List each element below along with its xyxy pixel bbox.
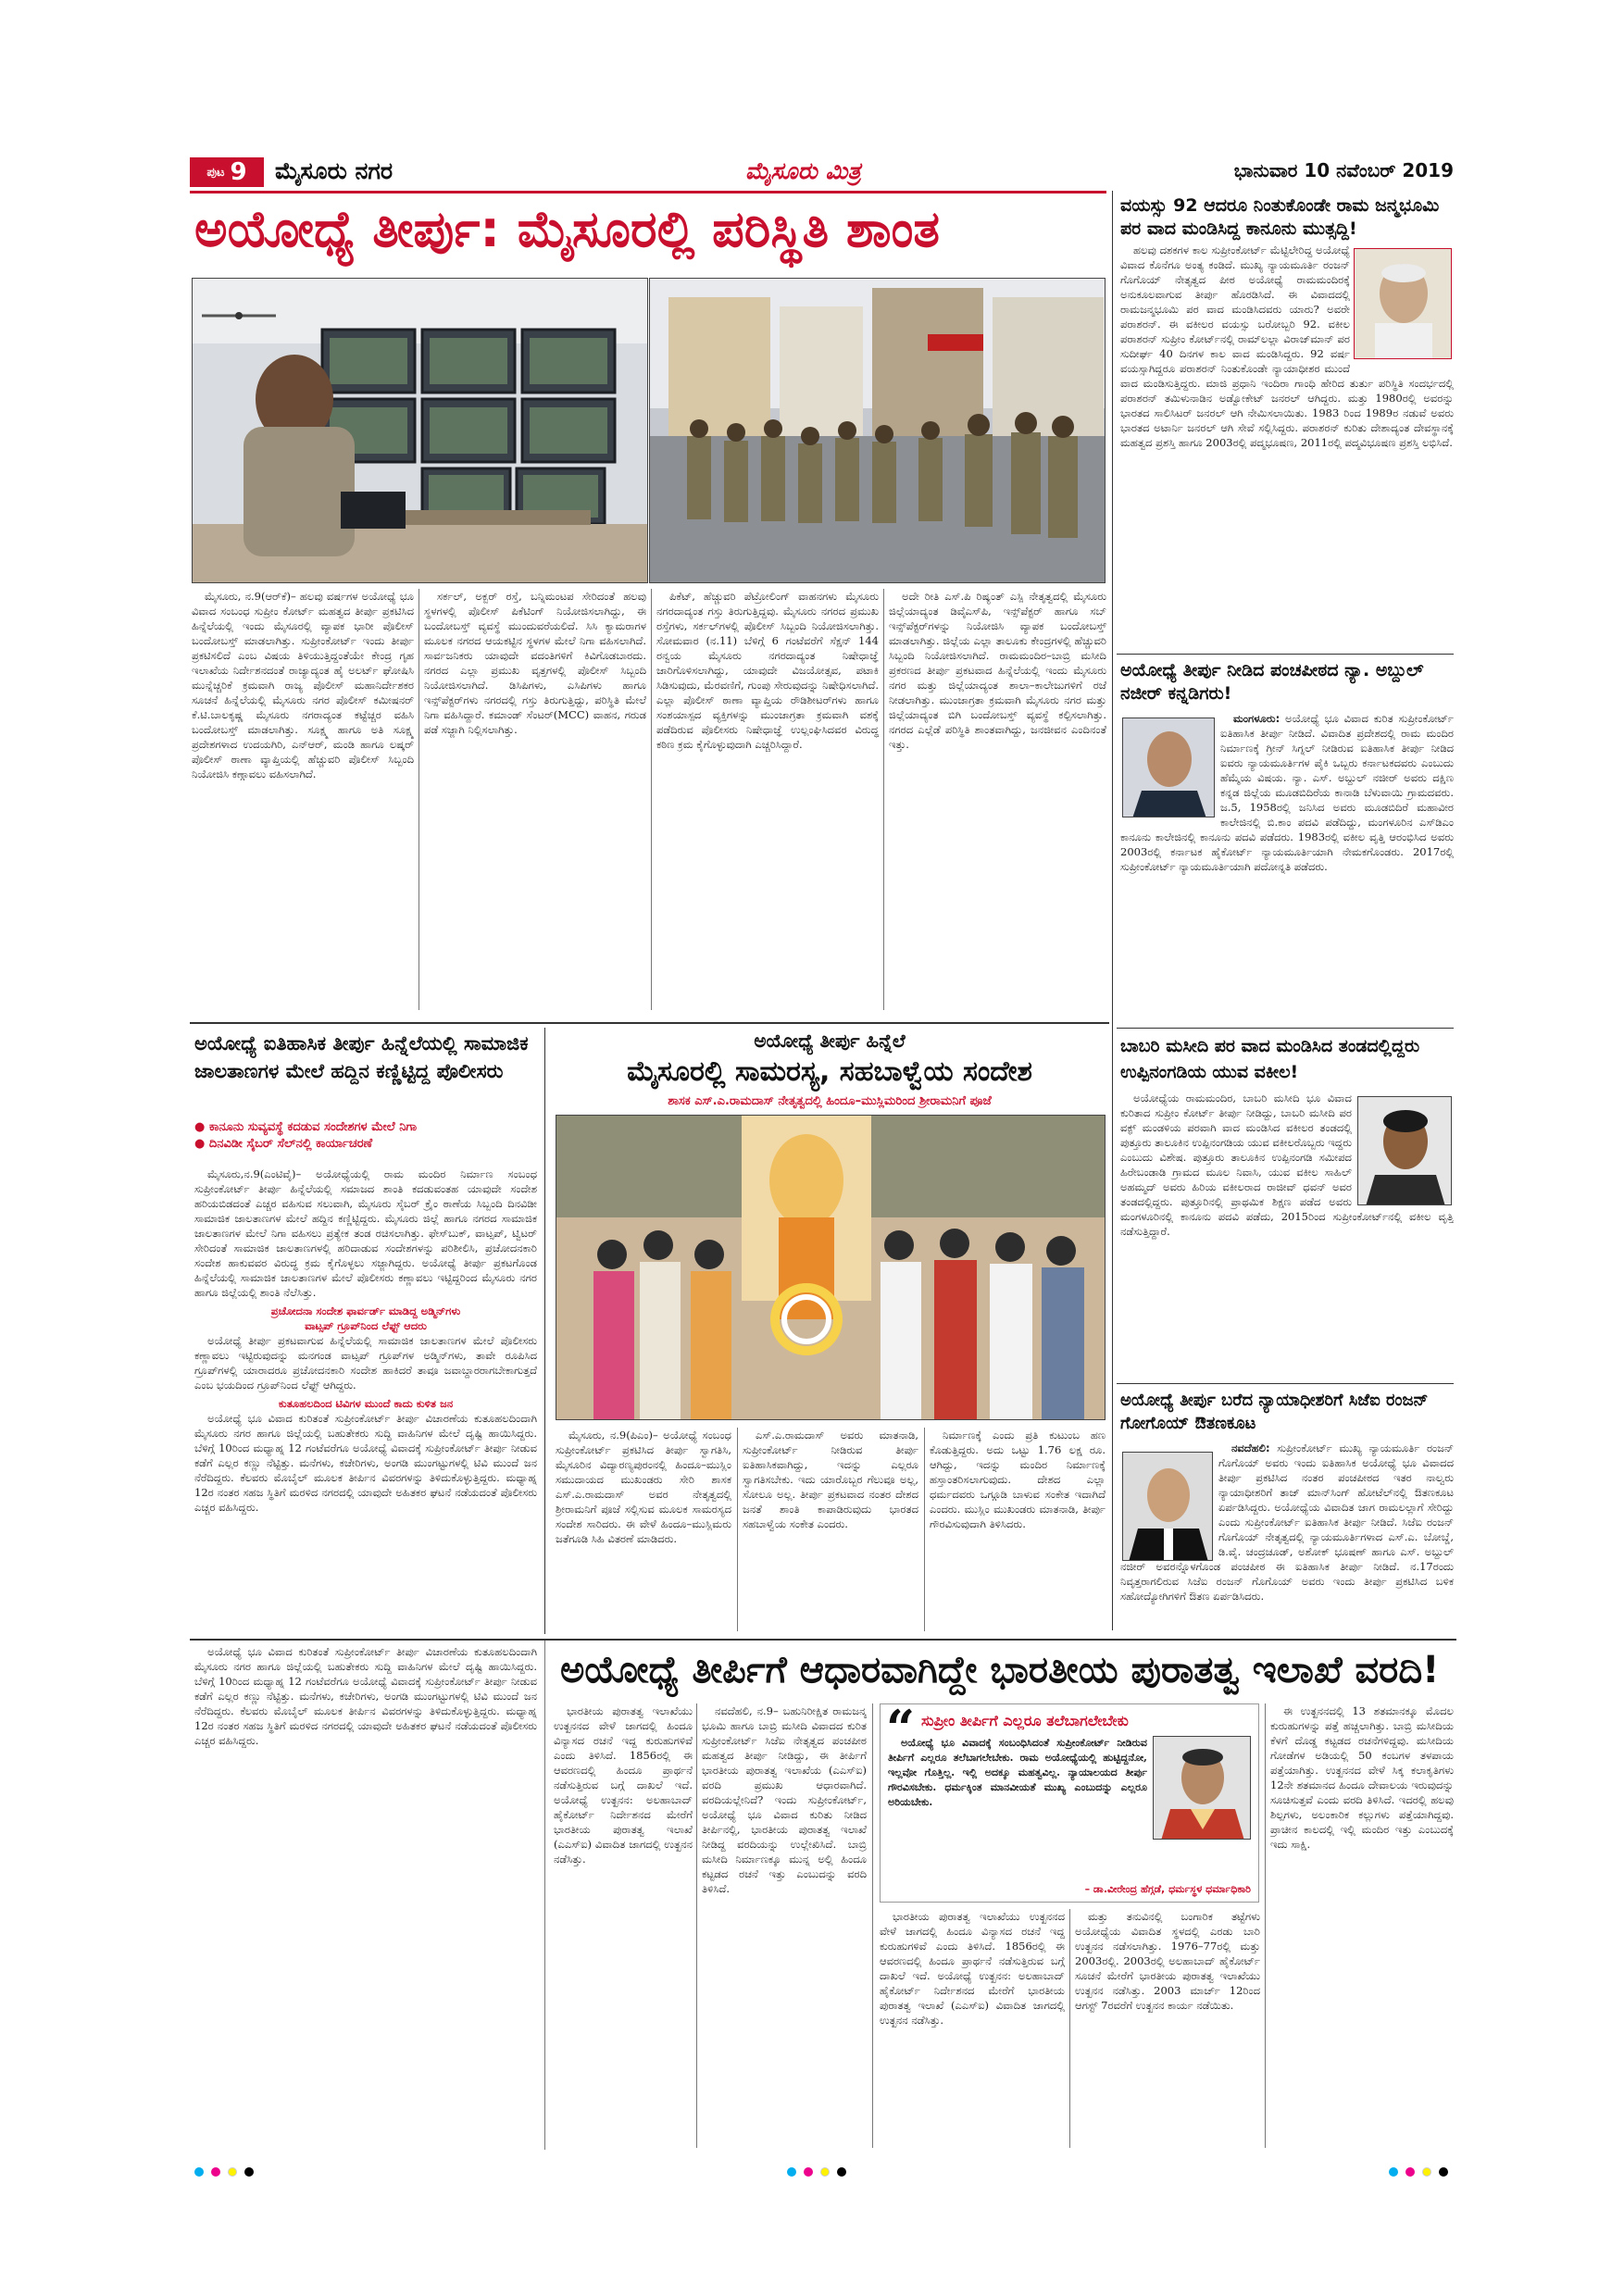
asi-col-1-text: ನವದೆಹಲಿ, ನ.9– ಬಹುನಿರೀಕ್ಷಿತ ರಾಮಜನ್ಮ ಭೂಮಿ ಹಾಗೂ ಬಾಬ್ರಿ ಮಸೀದಿ ವಿವಾದದ ಕುರಿತ ಸುಪ್ರೀಂಕೋರ್ಟ್ ಸಿಜೆಐ ನೇತೃತ್ವದ ಪಂಚಪೀಠ ಮಹತ್ವದ ತೀರ್ಪು ನೀಡಿದ್ದು, ಈ ತೀರ್ಪಿಗೆ ಭಾರತೀಯ ಪುರಾತತ್ವ ಇಲಾಖೆಯ (ಎಎಸ್‌ಐ) ವರದಿ ಪ್ರಮುಖ ಆಧಾರವಾಗಿದೆ. ವರದಿಯಲ್ಲೇನಿದೆ? ಇಂದು ಸುಪ್ರೀಂಕೋರ್ಟ್, ಅಯೋಧ್ಯೆ ಭೂ ವಿವಾದ ಕುರಿತು ನೀಡಿದ ತೀರ್ಪಿನಲ್ಲಿ, ಭಾರತೀಯ ಪುರಾತತ್ವ ಇಲಾಖೆ ನೀಡಿದ್ದ ವರದಿಯನ್ನು ಉಲ್ಲೇಖಿಸಿದೆ. ಬಾಬ್ರಿ ಮಸೀದಿ ನಿರ್ಮಾಣಕ್ಕೂ ಮುನ್ನ ಅಲ್ಲಿ ಹಿಂದೂ ಕಟ್ಟಡದ ರಚನೆ ಇತ್ತು ಎಂಬುದನ್ನು ವರದಿ ತಿಳಿಸಿದೆ. bbox=[702, 1704, 867, 1895]
harmony-col-3 bbox=[930, 1428, 1106, 1631]
registration-marks-right bbox=[1389, 2163, 1455, 2180]
registration-dot bbox=[228, 2167, 237, 2177]
col-rule bbox=[696, 1703, 697, 2148]
lead-col-4 bbox=[889, 589, 1106, 1015]
harmony-col-2-text: ಎಸ್.ಎ.ರಾಮದಾಸ್ ಅವರು ಮಾತನಾಡಿ, ಸುಪ್ರೀಂಕೋರ್ಟ್ ನೀಡಿರುವ ತೀರ್ಪು ಐತಿಹಾಸಿಕವಾಗಿದ್ದು, ಇದನ್ನು ಎಲ್ಲರೂ ಸ್ವಾಗತಿಸಬೇಕು. ಇದು ಯಾರೊಬ್ಬರ ಗೆಲುವೂ ಅಲ್ಲ, ಸೋಲೂ ಅಲ್ಲ. ತೀರ್ಪು ಪ್ರಕಟವಾದ ನಂತರ ದೇಶದ ಜನತೆ ಶಾಂತಿ ಕಾಪಾಡಿರುವುದು ಭಾರತದ ಸಹಬಾಳ್ವೆಯ ಸಂಕೇತ ಎಂದರು. bbox=[743, 1429, 918, 1530]
col-rule bbox=[924, 1428, 925, 1631]
bullet-icon: ● bbox=[194, 1120, 209, 1134]
registration-dot bbox=[1422, 2167, 1431, 2177]
side-story-4-text: ಸುಪ್ರೀಂಕೋರ್ಟ್ ಮುಖ್ಯ ನ್ಯಾಯಮೂರ್ತಿ ರಂಜನ್ ಗೊಗೊಯ್ ಅವರು ಇಂದು ಐತಿಹಾಸಿಕ ಅಯೋಧ್ಯೆ ಭೂ ವಿವಾದದ ತೀರ್ಪು ಪ್ರಕಟಿಸಿದ ನಂತರ ಪಂಚಪೀಠದ ಇತರ ನಾಲ್ವರು ನ್ಯಾಯಾಧೀಶರಿಗೆ ತಾಜ್ ಮಾನ್‌ಸಿಂಗ್ ಹೋಟೆಲ್‌ನಲ್ಲಿ ಔತಣಕೂಟ ಏರ್ಪಡಿಸಿದ್ದರು. ಅಯೋಧ್ಯೆಯ ವಿವಾದಿತ ಜಾಗ ರಾಮಲಲ್ಲಾಗೆ ಸೇರಿದ್ದು ಎಂದು ಸುಪ್ರೀಂಕೋರ್ಟ್ ಐತಿಹಾಸಿಕ ತೀರ್ಪು ನೀಡಿದೆ. ಸಿಜೆಐ ರಂಜನ್ ಗೊಗೊಯ್ ನೇತೃತ್ವದಲ್ಲಿ ನ್ಯಾಯಮೂರ್ತಿಗಳಾದ ಎಸ್.ಎ. ಬೋಬ್ಡೆ, ಡಿ.ವೈ. ಚಂದ್ರಚೂಡ್, ಅಶೋಕ್ ಭೂಷಣ್ ಹಾಗೂ ಎಸ್. ಅಬ್ದುಲ್ ನಜೀರ್ ಅವರನ್ನೊಳಗೊಂಡ ಪಂಚಪೀಠ ಈ ಐತಿಹಾಸಿಕ ತೀರ್ಪು ನೀಡಿದೆ. ನ.17ರಂದು ನಿವೃತ್ತರಾಗಲಿರುವ ಸಿಜೆಐ ರಂಜನ್ ಗೊಗೊಯ್ ಅವರು ಇಂದು ತೀರ್ಪು ಪ್ರಕಟಿಸಿದ ಬಳಿಕ ಸಹೋದ್ಯೋಗಿಗಳಿಗೆ ಔತಣ ಏರ್ಪಡಿಸಿದರು. bbox=[1120, 1441, 1454, 1603]
police-story-continued bbox=[194, 1644, 537, 2149]
control-room-photo bbox=[192, 278, 648, 583]
quote-title: ಸುಪ್ರೀಂ ತೀರ್ಪಿಗೆ ಎಲ್ಲರೂ ತಲೆಬಾಗಲೇಬೇಕು bbox=[921, 1712, 1129, 1729]
harmony-subhead: ಶಾಸಕ ಎಸ್.ಎ.ರಾಮದಾಸ್ ನೇತೃತ್ವದಲ್ಲಿ ಹಿಂದೂ–ಮುಸ್ಲಿಮರಿಂದ ಶ್ರೀರಾಮನಿಗೆ ಪೂಜೆ bbox=[668, 1094, 992, 1108]
registration-dot bbox=[1405, 2167, 1415, 2177]
asi-col-2 bbox=[880, 1909, 1065, 2148]
lead-headline: ಅಯೋಧ್ಯೆ ತೀರ್ಪು: ಮೈಸೂರಲ್ಲಿ ಪರಿಸ್ಥಿತಿ ಶಾಂತ bbox=[194, 200, 941, 258]
side-story-3-body bbox=[1120, 1091, 1454, 1378]
section-rule bbox=[1117, 654, 1454, 655]
section-rule bbox=[1117, 1028, 1454, 1029]
police-story-headline: ಅಯೋಧ್ಯೆ ಐತಿಹಾಸಿಕ ತೀರ್ಪು ಹಿನ್ನೆಲೆಯಲ್ಲಿ ಸಾಮಾಜಿಕ ಜಾಲತಾಣಗಳ ಮೇಲೆ ಹದ್ದಿನ ಕಣ್ಣಿಟ್ಟಿದ್ದ ಪೊಲೀಸರು bbox=[194, 1032, 529, 1082]
sidebar-divider bbox=[1112, 191, 1113, 1630]
side-story-1-headline: ವಯಸ್ಸು 92 ಆದರೂ ನಿಂತುಕೊಂಡೇ ರಾಮ ಜನ್ಮಭೂಮಿ ಪರ ವಾದ ಮಂಡಿಸಿದ್ದ ಕಾನೂನು ಮುತ್ಸದ್ದಿ! bbox=[1120, 195, 1440, 239]
side-story-3-headline: ಬಾಬರಿ ಮಸೀದಿ ಪರ ವಾದ ಮಂಡಿಸಿದ ತಂಡದಲ್ಲಿದ್ದರು ಉಪ್ಪಿನಂಗಡಿಯ ಯುವ ವಕೀಲ! bbox=[1120, 1036, 1420, 1082]
quote-body-text: ಅಯೋಧ್ಯೆ ಭೂ ವಿವಾದಕ್ಕೆ ಸಂಬಂಧಿಸಿದಂತೆ ಸುಪ್ರೀಂಕೋರ್ಟ್ ನೀಡಿರುವ ತೀರ್ಪಿಗೆ ಎಲ್ಲರೂ ತಲೆಬಾಗಲೇಬೇಕು. ರಾಮ ಅಯೋಧ್ಯೆಯಲ್ಲಿ ಹುಟ್ಟಿದ್ದನೋ, ಇಲ್ಲವೋ ಗೊತ್ತಿಲ್ಲ. ಇಲ್ಲಿ ಅದಕ್ಕೂ ಮಹತ್ವವಿಲ್ಲ. ನ್ಯಾಯಾಲಯದ ತೀರ್ಪು ಗೌರವಿಸಬೇಕು. ಧರ್ಮಕ್ಕಿಂತ ಮಾನವೀಯತೆ ಮುಖ್ಯ ಎಂಬುದನ್ನು ಎಲ್ಲರೂ ಅರಿಯಬೇಕು. bbox=[888, 1737, 1147, 1808]
page-label: ಪುಟ bbox=[206, 165, 225, 180]
issue-date: ಭಾನುವಾರ 10 ನವೆಂಬರ್ 2019 bbox=[1233, 159, 1454, 181]
police-story-text: ಮೈಸೂರು,ನ.9(ಎಂಟಿವೈ)– ಅಯೋಧ್ಯೆಯಲ್ಲಿ ರಾಮ ಮಂದಿರ ನಿರ್ಮಾಣ ಸಂಬಂಧ ಸುಪ್ರೀಂಕೋರ್ಟ್ ತೀರ್ಪು ಹಿನ್ನೆಲೆಯಲ್ಲಿ ಸಮಾಜದ ಶಾಂತಿ ಕದಡುವಂತಹ ಯಾವುದೇ ಸಂದೇಶ ಹರಿಯಬಿಡದಂತೆ ಎಚ್ಚರ ವಹಿಸುವ ಸಲುವಾಗಿ, ಮೈಸೂರು ಸೈಬರ್ ಕ್ರೈಂ ಠಾಣೆಯ ಸಿಬ್ಬಂದಿ ದಿನವಿಡೀ ಸಾಮಾಜಿಕ ಜಾಲತಾಣಗಳ ಮೇಲೆ ಹದ್ದಿನ ಕಣ್ಣಿಟ್ಟಿದ್ದರು. ಮೈಸೂರು ಜಿಲ್ಲೆ ಹಾಗೂ ನಗರದ ಸಾಮಾಜಿಕ ಜಾಲತಾಣಗಳ ಮೇಲೆ ನಿಗಾ ವಹಿಸಲು ಪ್ರತ್ಯೇಕ ತಂಡ ರಚಿಸಲಾಗಿತ್ತು. ಫೇಸ್‌ಬುಕ್, ವಾಟ್ಸಪ್, ಟ್ವಿಟರ್ ಸೇರಿದಂತೆ ಸಾಮಾಜಿಕ ಜಾಲತಾಣಗಳಲ್ಲಿ ಹರಿದಾಡುವ ಸಂದೇಶಗಳನ್ನು ಪರಿಶೀಲಿಸಿ, ಪ್ರಚೋದನಕಾರಿ ಸಂದೇಶ ಹಾಕುವವರ ವಿರುದ್ಧ ಕ್ರಮ ಕೈಗೊಳ್ಳಲು ಸಜ್ಜಾಗಿದ್ದರು. ಅಯೋಧ್ಯೆ ತೀರ್ಪು ಪ್ರಕಟಗೊಂಡ ಹಿನ್ನೆಲೆಯಲ್ಲಿ ಸಾಮಾಜಿಕ ಜಾಲತಾಣಗಳ ಮೇಲೆ ಪೊಲೀಸರು ಕಣ್ಣಾವಲು ಇಟ್ಟಿದ್ದರಿಂದ ಮೈಸೂರು ನಗರ ಹಾಗೂ ಜಿಲ್ಲೆಯಲ್ಲಿ ಶಾಂತಿ ನೆಲೆಸಿತ್ತು. bbox=[194, 1167, 537, 1299]
police-march-photo bbox=[649, 278, 1106, 583]
asi-col-2-text: ಭಾರತೀಯ ಪುರಾತತ್ವ ಇಲಾಖೆಯು ಉತ್ಖನನದ ವೇಳೆ ಜಾಗದಲ್ಲಿ ಹಿಂದೂ ವಿನ್ಯಾಸದ ರಚನೆ ಇದ್ದ ಕುರುಹುಗಳಿವೆ ಎಂದು ತಿಳಿಸಿದೆ. 1856ರಲ್ಲಿ ಈ ಆವರಣದಲ್ಲಿ ಹಿಂದೂ ಪ್ರಾರ್ಥನೆ ನಡೆಸುತ್ತಿರುವ ಬಗ್ಗೆ ದಾಖಲೆ ಇದೆ. ಅಯೋಧ್ಯೆ ಉತ್ಖನನ: ಅಲಹಾಬಾದ್ ಹೈಕೋರ್ಟ್ ನಿರ್ದೇಶನದ ಮೇರೆಗೆ ಭಾರತೀಯ ಪುರಾತತ್ವ ಇಲಾಖೆ (ಎಎಸ್‌ಐ) ವಿವಾದಿತ ಜಾಗದಲ್ಲಿ ಉತ್ಖನನ ನಡೆಸಿತ್ತು. bbox=[880, 1910, 1065, 2027]
page-number: 9 bbox=[230, 158, 247, 186]
asi-lead-col bbox=[554, 1703, 693, 2148]
registration-dot bbox=[194, 2167, 204, 2177]
side-story-2-text: ಅಯೋಧ್ಯೆ ಭೂ ವಿವಾದ ಕುರಿತ ಸುಪ್ರೀಂಕೋರ್ಟ್ ಐತಿಹಾಸಿಕ ತೀರ್ಪು ನೀಡಿದೆ. ವಿವಾದಿತ ಪ್ರದೇಶದಲ್ಲಿ ರಾಮ ಮಂದಿರ ನಿರ್ಮಾಣಕ್ಕೆ ಗ್ರೀನ್ ಸಿಗ್ನಲ್ ನೀಡಿರುವ ಐತಿಹಾಸಿಕ ತೀರ್ಪು ನೀಡಿದ ಐವರು ನ್ಯಾಯಮೂರ್ತಿಗಳ ಪೈಕಿ ಒಬ್ಬರು ಕರ್ನಾಟಕದವರು ಎಂಬುದು ಹೆಮ್ಮೆಯ ವಿಷಯ. ನ್ಯಾ. ಎಸ್. ಅಬ್ದುಲ್ ನಜೀರ್ ಅವರು ದಕ್ಷಿಣ ಕನ್ನಡ ಜಿಲ್ಲೆಯ ಮೂಡಬಿದಿರೆಯ ಕಾನಾಡಿ ಬೆಳುವಾಯಿ ಗ್ರಾಮದವರು. ಜ.5, 1958ರಲ್ಲಿ ಜನಿಸಿದ ಅವರು ಮೂಡಬಿದಿರೆ ಮಹಾವೀರ ಕಾಲೇಜಿನಲ್ಲಿ ಬಿ.ಕಾಂ ಪದವಿ ಪಡೆದಿದ್ದು, ಮಂಗಳೂರಿನ ಎಸ್‌ಡಿಎಂ ಕಾನೂನು ಕಾಲೇಜಿನಲ್ಲಿ ಕಾನೂನು ಪದವಿ ಪಡೆದರು. 1983ರಲ್ಲಿ ವಕೀಲ ವೃತ್ತಿ ಆರಂಭಿಸಿದ ಅವರು 2003ರಲ್ಲಿ ಕರ್ನಾಟಕ ಹೈಕೋರ್ಟ್ ನ್ಯಾಯಮೂರ್ತಿಯಾಗಿ ನೇಮಕಗೊಂಡರು. 2017ರಲ್ಲಿ ಸುಪ್ರೀಂಕೋರ್ಟ್ ನ್ಯಾಯಮೂರ್ತಿಯಾಗಿ ಪದೋನ್ನತಿ ಪಡೆದರು. bbox=[1120, 712, 1454, 873]
asi-col-1 bbox=[702, 1703, 867, 2148]
lead-col-3-text: ಪಿಕೆಟ್, ಹೆಚ್ಚುವರಿ ಪೆಟ್ರೋಲಿಂಗ್ ವಾಹನಗಳು ಮೈಸೂರು ನಗರದಾದ್ಯಂತ ಗಸ್ತು ತಿರುಗುತ್ತಿದ್ದವು. ಮೈಸೂರು ನಗರದ ಪ್ರಮುಖ ರಸ್ತೆಗಳು, ಸರ್ಕಲ್‌ಗಳಲ್ಲಿ ಪೊಲೀಸ್ ಸಿಬ್ಬಂದಿ ನಿಯೋಜಿಸಲಾಗಿತ್ತು. ಸೋಮವಾರ (ನ.11) ಬೆಳಿಗ್ಗೆ 6 ಗಂಟೆವರೆಗೆ ಸೆಕ್ಷನ್ 144 ರನ್ವಯ ಮೈಸೂರು ನಗರದಾದ್ಯಂತ ನಿಷೇಧಾಜ್ಞೆ ಜಾರಿಗೊಳಿಸಲಾಗಿದ್ದು, ಯಾವುದೇ ವಿಜಯೋತ್ಸವ, ಪಟಾಕಿ ಸಿಡಿಸುವುದು, ಮೆರವಣಿಗೆ, ಗುಂಪು ಸೇರುವುದನ್ನು ನಿಷೇಧಿಸಲಾಗಿದೆ. ಎಲ್ಲಾ ಪೊಲೀಸ್ ಠಾಣಾ ವ್ಯಾಪ್ತಿಯ ರೌಡಿಶೀಟರ್‌ಗಳು ಹಾಗೂ ಸಂಶಯಾಸ್ಪದ ವ್ಯಕ್ತಿಗಳನ್ನು ಮುಂಜಾಗ್ರತಾ ಕ್ರಮವಾಗಿ ವಶಕ್ಕೆ ಪಡೆದಿರುವ ಪೊಲೀಸರು ನಿಷೇಧಾಜ್ಞೆ ಉಲ್ಲಂಘಿಸಿದವರ ವಿರುದ್ಧ ಕಠಿಣ ಕ್ರಮ ಕೈಗೊಳ್ಳುವುದಾಗಿ ಎಚ್ಚರಿಸಿದ್ದಾರೆ. bbox=[656, 590, 879, 751]
col-rule bbox=[883, 589, 884, 1010]
asi-col-3 bbox=[1075, 1909, 1260, 2148]
registration-dot bbox=[837, 2167, 846, 2177]
heggade-photo bbox=[1153, 1736, 1251, 1840]
registration-dot bbox=[1439, 2167, 1448, 2177]
lead-col-1 bbox=[192, 589, 414, 1015]
rama-pooja-photo bbox=[556, 1115, 1106, 1420]
page-header bbox=[190, 156, 1454, 193]
registration-dot bbox=[804, 2167, 813, 2177]
asi-col-3-text: ಮತ್ತು ತನುವಿನಲ್ಲಿ ಬಂಗಾರಿಕ ತಟ್ಟೆಗಳು ಅಯೋಧ್ಯೆಯ ವಿವಾದಿತ ಸ್ಥಳದಲ್ಲಿ ಎರಡು ಬಾರಿ ಉತ್ಖನನ ನಡೆಸಲಾಗಿತ್ತು. 1976–77ರಲ್ಲಿ ಮತ್ತು 2003ರಲ್ಲಿ. 2003ರಲ್ಲಿ ಅಲಹಾಬಾದ್ ಹೈಕೋರ್ಟ್ ಸೂಚನೆ ಮೇರೆಗೆ ಭಾರತೀಯ ಪುರಾತತ್ವ ಇಲಾಖೆಯು ಉತ್ಖನನ ನಡೆಸಿತ್ತು. 2003 ಮಾರ್ಚ್ 12ರಿಂದ ಆಗಸ್ಟ್ 7ರವರೆಗೆ ಉತ್ಖನನ ಕಾರ್ಯ ನಡೆಯಿತು. bbox=[1075, 1910, 1260, 2012]
col-rule bbox=[651, 589, 652, 1010]
asi-col-4-text: ಈ ಉತ್ಖನನದಲ್ಲಿ 13 ಶತಮಾನಕ್ಕೂ ಮೊದಲ ಕುರುಹುಗಳನ್ನು ಪತ್ತೆ ಹಚ್ಚಲಾಗಿತ್ತು. ಬಾಬ್ರಿ ಮಸೀದಿಯ ಕೆಳಗೆ ದೊಡ್ಡ ಕಟ್ಟಡದ ರಚನೆಗಳಿದ್ದವು. ಮಸೀದಿಯ ಗೋಡೆಗಳ ಅಡಿಯಲ್ಲಿ 50 ಕಂಬಗಳ ತಳಪಾಯ ಪತ್ತೆಯಾಗಿತ್ತು. ಉತ್ಖನನದ ವೇಳೆ ಸಿಕ್ಕ ಕಲಾಕೃತಿಗಳು 12ನೇ ಶತಮಾನದ ಹಿಂದೂ ದೇವಾಲಯ ಇರುವುದನ್ನು ಸೂಚಿಸುತ್ತವೆ ಎಂದು ವರದಿ ತಿಳಿಸಿದೆ. ಇದರಲ್ಲಿ ಹಲವು ಶಿಲ್ಪಗಳು, ಅಲಂಕಾರಿಕ ಕಲ್ಲುಗಳು ಪತ್ತೆಯಾಗಿದ್ದವು. ಪ್ರಾಚೀನ ಕಾಲದಲ್ಲಿ ಇಲ್ಲಿ ಮಂದಿರ ಇತ್ತು ಎಂಬುದಕ್ಕೆ ಇದು ಸಾಕ್ಷಿ. bbox=[1270, 1704, 1454, 1851]
bullet-icon: ● bbox=[194, 1137, 209, 1151]
police-subhead-3: ಕುತೂಹಲದಿಂದ ಟಿವಿಗಳ ಮುಂದೆ ಕಾದು ಕುಳಿತ ಜನ bbox=[278, 1397, 454, 1410]
harmony-col-1-text: ಮೈಸೂರು, ನ.9(ಪಿಎಂ)– ಅಯೋಧ್ಯೆ ಸಂಬಂಧ ಸುಪ್ರೀಂಕೋರ್ಟ್ ಪ್ರಕಟಿಸಿದ ತೀರ್ಪು ಸ್ವಾಗತಿಸಿ, ಮೈಸೂರಿನ ವಿದ್ಯಾರಣ್ಯಪುರಂನಲ್ಲಿ ಹಿಂದೂ–ಮುಸ್ಲಿಂ ಸಮುದಾಯದ ಮುಖಂಡರು ಸೇರಿ ಶಾಸಕ ಎಸ್.ಎ.ರಾಮದಾಸ್ ಅವರ ನೇತೃತ್ವದಲ್ಲಿ ಶ್ರೀರಾಮನಿಗೆ ಪೂಜೆ ಸಲ್ಲಿಸುವ ಮೂಲಕ ಸಾಮರಸ್ಯದ ಸಂದೇಶ ಸಾರಿದರು. ಈ ವೇಳೆ ಹಿಂದೂ–ಮುಸ್ಲಿಮರು ಜತೆಗೂಡಿ ಸಿಹಿ ವಿತರಣೆ ಮಾಡಿದರು. bbox=[556, 1429, 731, 1545]
masthead: ಮೈಸೂರು ಮಿತ್ರ bbox=[745, 157, 861, 184]
quote-body bbox=[888, 1736, 1147, 1875]
police-subhead-1: ಪ್ರಚೋದನಾ ಸಂದೇಶ ಫಾರ್ವರ್ಡ್ ಮಾಡಿದ್ದ ಅಡ್ಮಿನ್‌ಗಳು bbox=[270, 1304, 461, 1317]
registration-dot bbox=[820, 2167, 830, 2177]
col-rule bbox=[737, 1428, 738, 1631]
side-story-4-body bbox=[1120, 1441, 1454, 1630]
bullet-text: ದಿನವಿಡೀ ಸೈಬರ್ ಸೆಲ್‌ನಲ್ಲಿ ಕಾರ್ಯಾಚರಣೆ bbox=[208, 1137, 373, 1151]
registration-dot bbox=[211, 2167, 220, 2177]
col-rule bbox=[1069, 1909, 1070, 2148]
bullet-text: ಕಾನೂನು ಸುವ್ಯವಸ್ಥೆ ಕದಡುವ ಸಂದೇಶಗಳ ಮೇಲೆ ನಿಗಾ bbox=[208, 1120, 418, 1134]
col-rule bbox=[544, 1028, 545, 1634]
side-story-2-headline: ಅಯೋಧ್ಯೆ ತೀರ್ಪು ನೀಡಿದ ಪಂಚಪೀಠದ ನ್ಯಾ. ಅಬ್ದುಲ್ ನಜೀರ್ ಕನ್ನಡಿಗರು! bbox=[1120, 660, 1424, 704]
registration-dot bbox=[1389, 2167, 1398, 2177]
asi-col-4 bbox=[1270, 1703, 1454, 2148]
section-name: ಮೈಸೂರು ನಗರ bbox=[275, 157, 394, 184]
quote-attribution: – ಡಾ.ವೀರೇಂದ್ರ ಹೆಗ್ಗಡೆ, ಧರ್ಮಸ್ಥಳ ಧರ್ಮಾಧಿಕಾರಿ bbox=[1084, 1883, 1251, 1895]
lead-col-3 bbox=[656, 589, 879, 1015]
police-story-text-2: ಅಯೋಧ್ಯೆ ತೀರ್ಪು ಪ್ರಕಟವಾಗುವ ಹಿನ್ನೆಲೆಯಲ್ಲಿ ಸಾಮಾಜಿಕ ಜಾಲತಾಣಗಳ ಮೇಲೆ ಪೊಲೀಸರು ಕಣ್ಣಾವಲು ಇಟ್ಟಿರುವುದನ್ನು ಮನಗಂಡ ವಾಟ್ಸಪ್ ಗ್ರೂಪ್‌ಗಳ ಅಡ್ಮಿನ್‌ಗಳು, ತಾವೇ ರೂಪಿಸಿದ ಗ್ರೂಪ್‌ಗಳಲ್ಲಿ ಯಾರಾದರೂ ಪ್ರಚೋದನಕಾರಿ ಸಂದೇಶ ಹಾಕಿದರೆ ತಾವೂ ಜವಾಬ್ದಾರರಾಗಬೇಕಾಗುತ್ತದೆ ಎಂಬ ಭಯದಿಂದ ಗ್ರೂಪ್‌ನಿಂದ ಲೆಫ್ಟ್ ಆಗಿದ್ದರು. bbox=[194, 1334, 537, 1391]
bullet-item bbox=[194, 1120, 537, 1134]
header-rule bbox=[190, 191, 1106, 193]
page-number-badge bbox=[190, 157, 264, 187]
side-story-3-text: ಅಯೋಧ್ಯೆಯ ರಾಮಮಂದಿರ, ಬಾಬರಿ ಮಸೀದಿ ಭೂ ವಿವಾದ ಕುರಿತಾದ ಸುಪ್ರೀಂ ಕೋರ್ಟ್ ತೀರ್ಪು ನೀಡಿದ್ದು, ಬಾಬರಿ ಮಸೀದಿ ಪರ ವಕ್ಫ್ ಮಂಡಳಿಯ ಪರವಾಗಿ ವಾದ ಮಂಡಿಸಿದ ವಕೀಲರ ತಂಡದಲ್ಲಿ ಪುತ್ತೂರು ತಾಲೂಕಿನ ಉಪ್ಪಿನಂಗಡಿಯ ಯುವ ವಕೀಲರೊಬ್ಬರು ಇದ್ದರು ಎಂಬುದು ವಿಶೇಷ. ಪುತ್ತೂರು ತಾಲೂಕಿನ ಉಪ್ಪಿನಂಗಡಿ ಸಮೀಪದ ಹಿರೇಬಂಡಾಡಿ ಗ್ರಾಮದ ಮೂಲ ನಿವಾಸಿ, ಯುವ ವಕೀಲ ಸಾಹಿಲ್ ಅಹಮ್ಮದ್ ಅವರು ಹಿರಿಯ ವಕೀಲರಾದ ರಾಜೀವ್ ಧವನ್ ಅವರ ತಂಡದಲ್ಲಿದ್ದರು. ಪುತ್ತೂರಿನಲ್ಲಿ ಪ್ರಾಥಮಿಕ ಶಿಕ್ಷಣ ಪಡೆದ ಅವರು ಮಂಗಳೂರಿನಲ್ಲಿ ಕಾನೂನು ಪದವಿ ಪಡೆದು, 2015ರಿಂದ ಸುಪ್ರೀಂಕೋರ್ಟ್‌ನಲ್ಲಿ ವಕೀಲ ವೃತ್ತಿ ನಡೆಸುತ್ತಿದ್ದಾರೆ. bbox=[1120, 1092, 1454, 1238]
lead-col-4-text: ಅದೇ ರೀತಿ ಎಸ್.ಪಿ ರಿಷ್ಯಂತ್ ಎಸ್ಪಿ ನೇತೃತ್ವದಲ್ಲಿ ಮೈಸೂರು ಜಿಲ್ಲೆಯಾದ್ಯಂತ ಡಿವೈಎಸ್‌ಪಿ, ಇನ್ಸ್‌ಪೆಕ್ಟರ್ ಹಾಗೂ ಸಬ್ ಇನ್ಸ್‌ಪೆಕ್ಟರ್‌ಗಳನ್ನು ನಿಯೋಜಿಸಿ ವ್ಯಾಪಕ ಬಂದೋಬಸ್ತ್ ಮಾಡಲಾಗಿತ್ತು. ಜಿಲ್ಲೆಯ ಎಲ್ಲಾ ತಾಲೂಕು ಕೇಂದ್ರಗಳಲ್ಲಿ ಹೆಚ್ಚುವರಿ ಸಿಬ್ಬಂದಿ ನಿಯೋಜಿಸಲಾಗಿದೆ. ರಾಮಮಂದಿರ–ಬಾಬ್ರಿ ಮಸೀದಿ ಪ್ರಕರಣದ ತೀರ್ಪು ಪ್ರಕಟವಾದ ಹಿನ್ನೆಲೆಯಲ್ಲಿ ಇಂದು ಮೈಸೂರು ನಗರ ಮತ್ತು ಜಿಲ್ಲೆಯಾದ್ಯಂತ ಶಾಲಾ–ಕಾಲೇಜುಗಳಿಗೆ ರಜೆ ನೀಡಲಾಗಿತ್ತು. ಮುಂಜಾಗ್ರತಾ ಕ್ರಮವಾಗಿ ಮೈಸೂರು ನಗರ ಮತ್ತು ಜಿಲ್ಲೆಯಾದ್ಯಂತ ಬಿಗಿ ಬಂದೋಬಸ್ತ್ ವ್ಯವಸ್ಥೆ ಕಲ್ಪಿಸಲಾಗಿತ್ತು. ನಗರದ ಎಲ್ಲೆಡೆ ಪರಿಸ್ಥಿತಿ ಶಾಂತವಾಗಿದ್ದು, ಜನಜೀವನ ಎಂದಿನಂತೆ ಇತ್ತು. bbox=[889, 590, 1106, 751]
lead-col-1-text: ಮೈಸೂರು, ನ.9(ಆರ್‌ಕೆ)– ಹಲವು ವರ್ಷಗಳ ಅಯೋಧ್ಯೆ ಭೂ ವಿವಾದ ಸಂಬಂಧ ಸುಪ್ರೀಂ ಕೋರ್ಟ್ ಮಹತ್ವದ ತೀರ್ಪು ಪ್ರಕಟಿಸಿದ ಹಿನ್ನೆಲೆಯಲ್ಲಿ ಇಂದು ಮೈಸೂರಲ್ಲಿ ವ್ಯಾಪಕ ಭಾರೀ ಪೊಲೀಸ್ ಬಂದೋಬಸ್ತ್ ಮಾಡಲಾಗಿತ್ತು. ಸುಪ್ರೀಂಕೋರ್ಟ್ ಇಂದು ತೀರ್ಪು ಪ್ರಕಟಿಸಲಿದೆ ಎಂಬ ವಿಷಯ ತಿಳಿಯುತ್ತಿದ್ದಂತೆಯೇ ಕೇಂದ್ರ ಗೃಹ ಇಲಾಖೆಯ ನಿರ್ದೇಶನದಂತೆ ರಾಜ್ಯಾದ್ಯಂತ ಹೈ ಅಲರ್ಟ್ ಘೋಷಿಸಿ ಮುನ್ನೆಚ್ಚರಿಕೆ ಕ್ರಮವಾಗಿ ರಾಜ್ಯ ಪೊಲೀಸ್ ಮಹಾನಿರ್ದೇಶಕರ ಸೂಚನೆ ಹಿನ್ನೆಲೆಯಲ್ಲಿ ಮೈಸೂರು ನಗರ ಪೊಲೀಸ್ ಕಮೀಷನರ್ ಕೆ.ಟಿ.ಬಾಲಕೃಷ್ಣ ಮೈಸೂರು ನಗರಾದ್ಯಂತ ಕಟ್ಟೆಚ್ಚರ ವಹಿಸಿ ಬಂದೋಬಸ್ತ್ ಮಾಡಲಾಗಿತ್ತು. ಸೂಕ್ಷ್ಮ ಹಾಗೂ ಅತಿ ಸೂಕ್ಷ್ಮ ಪ್ರದೇಶಗಳಾದ ಉದಯಗಿರಿ, ಎನ್‌ಆರ್, ಮಂಡಿ ಹಾಗೂ ಲಷ್ಕರ್ ಪೊಲೀಸ್ ಠಾಣಾ ವ್ಯಾಪ್ತಿಯಲ್ಲಿ ಹೆಚ್ಚುವರಿ ಪೊಲೀಸ್ ಸಿಬ್ಬಂದಿ ನಿಯೋಜಿಸಿ ಕಣ್ಗಾವಲು ವಹಿಸಲಾಗಿದೆ. bbox=[192, 590, 414, 780]
harmony-col-2 bbox=[743, 1428, 918, 1631]
asi-lead-col-text: ಭಾರತೀಯ ಪುರಾತತ್ವ ಇಲಾಖೆಯು ಉತ್ಖನನದ ವೇಳೆ ಜಾಗದಲ್ಲಿ ಹಿಂದೂ ವಿನ್ಯಾಸದ ರಚನೆ ಇದ್ದ ಕುರುಹುಗಳಿವೆ ಎಂದು ತಿಳಿಸಿದೆ. 1856ರಲ್ಲಿ ಈ ಆವರಣದಲ್ಲಿ ಹಿಂದೂ ಪ್ರಾರ್ಥನೆ ನಡೆಸುತ್ತಿರುವ ಬಗ್ಗೆ ದಾಖಲೆ ಇದೆ. ಅಯೋಧ್ಯೆ ಉತ್ಖನನ: ಅಲಹಾಬಾದ್ ಹೈಕೋರ್ಟ್ ನಿರ್ದೇಶನದ ಮೇರೆಗೆ ಭಾರತೀಯ ಪುರಾತತ್ವ ಇಲಾಖೆ (ಎಎಸ್‌ಐ) ವಿವಾದಿತ ಜಾಗದಲ್ಲಿ ಉತ್ಖನನ ನಡೆಸಿತ್ತು. bbox=[554, 1704, 693, 1866]
bullet-item bbox=[194, 1137, 537, 1151]
police-story-bullets bbox=[194, 1120, 537, 1151]
side-story-1-text: ಹಲವು ದಶಕಗಳ ಕಾಲ ಸುಪ್ರೀಂಕೋರ್ಟ್ ಮೆಟ್ಟಿಲೇರಿದ್ದ ಅಯೋಧ್ಯೆ ವಿವಾದ ಕೊನೆಗೂ ಅಂತ್ಯ ಕಂಡಿದೆ. ಮುಖ್ಯ ನ್ಯಾಯಮೂರ್ತಿ ರಂಜನ್ ಗೊಗೊಯ್ ನೇತೃತ್ವದ ಪೀಠ ಅಯೋಧ್ಯೆ ರಾಮಮಂದಿರಕ್ಕೆ ಅನುಕೂಲವಾಗುವ ತೀರ್ಪು ಹೊರಡಿಸಿದೆ. ಈ ವಿವಾದದಲ್ಲಿ ರಾಮಜನ್ಮಭೂಮಿ ಪರ ವಾದ ಮಂಡಿಸಿದವರು ಯಾರು? ಅವರೇ ಪರಾಶರನ್. ಈ ವಕೀಲರ ವಯಸ್ಸು ಬರೋಬ್ಬರಿ 92. ವಕೀಲ ಪರಾಶರನ್ ಸುಪ್ರೀಂ ಕೋರ್ಟ್‌ನಲ್ಲಿ ರಾಮ್‌ಲಲ್ಲಾ ವಿರಾಜ್‌ಮಾನ್ ಪರ ಸುದೀರ್ಘ 40 ದಿನಗಳ ಕಾಲ ವಾದ ಮಂಡಿಸಿದ್ದರು. 92 ವರ್ಷ ವಯಸ್ಸಾಗಿದ್ದರೂ ಪರಾಶರನ್ ನಿಂತುಕೊಂಡೇ ನ್ಯಾಯಾಧೀಶರ ಮುಂದೆ ವಾದ ಮಂಡಿಸುತ್ತಿದ್ದರು. ಮಾಜಿ ಪ್ರಧಾನಿ ಇಂದಿರಾ ಗಾಂಧಿ ಹೇರಿದ ತುರ್ತು ಪರಿಸ್ಥಿತಿ ಸಂದರ್ಭದಲ್ಲಿ ಪರಾಶರನ್ ತಮಿಳುನಾಡಿನ ಅಡ್ವೋಕೇಟ್ ಜನರಲ್ ಆಗಿದ್ದರು. ಮತ್ತು 1980ರಲ್ಲಿ ಅವರನ್ನು ಭಾರತದ ಸಾಲಿಸಿಟರ್ ಜನರಲ್ ಆಗಿ ನೇಮಿಸಲಾಯಿತು. 1983 ರಿಂದ 1989ರ ನಡುವೆ ಅವರು ಭಾರತದ ಅಟಾರ್ನಿ ಜನರಲ್ ಆಗಿ ಸೇವೆ ಸಲ್ಲಿಸಿದ್ದರು. ಪರಾಶರನ್ ಕುರಿತು ದೇಶಾದ್ಯಂತ ದೇವಸ್ಥಾನಕ್ಕೆ ಮಹತ್ವದ ಪ್ರಶಸ್ತಿ ಹಾಗೂ 2003ರಲ್ಲಿ ಪದ್ಮಭೂಷಣ, 2011ರಲ್ಲಿ ಪದ್ಮವಿಭೂಷಣ ಪ್ರಶಸ್ತಿ ಲಭಿಸಿದೆ. bbox=[1120, 243, 1454, 449]
section-rule bbox=[190, 1022, 1109, 1024]
side-story-4-headline: ಅಯೋಧ್ಯೆ ತೀರ್ಪು ಬರೆದ ನ್ಯಾಯಾಧೀಶರಿಗೆ ಸಿಜೆಐ ರಂಜನ್ ಗೋಗೊಯ್ ಔತಣಕೂಟ bbox=[1120, 1391, 1429, 1433]
side-story-1-body bbox=[1120, 243, 1454, 650]
police-story-text-3: ಅಯೋಧ್ಯೆ ಭೂ ವಿವಾದ ಕುರಿತಂತೆ ಸುಪ್ರೀಂಕೋರ್ಟ್ ತೀರ್ಪು ವಿಚಾರಣೆಯ ಕುತೂಹಲದಿಂದಾಗಿ ಮೈಸೂರು ನಗರ ಹಾಗೂ ಜಿಲ್ಲೆಯಲ್ಲಿ ಬಹುತೇಕರು ಸುದ್ದಿ ವಾಹಿನಿಗಳ ಮೇಲೆ ದೃಷ್ಟಿ ಹಾಯಿಸಿದ್ದರು. ಬೆಳಿಗ್ಗೆ 10ರಿಂದ ಮಧ್ಯಾಹ್ನ 12 ಗಂಟೆವರೆಗೂ ಅಯೋಧ್ಯೆ ವಿವಾದಕ್ಕೆ ಸುಪ್ರೀಂಕೋರ್ಟ್ ತೀರ್ಪು ನೀಡುವ ಕಡೆಗೆ ಎಲ್ಲರ ಕಣ್ಣು ನೆಟ್ಟಿತ್ತು. ಮನೆಗಳು, ಕಚೇರಿಗಳು, ಅಂಗಡಿ ಮುಂಗಟ್ಟುಗಳಲ್ಲಿ ಟಿವಿ ಮುಂದೆ ಜನ ನೆರೆದಿದ್ದರು. ಕೆಲವರು ಮೊಬೈಲ್ ಮೂಲಕ ತೀರ್ಪಿನ ವಿವರಗಳನ್ನು ತಿಳಿದುಕೊಳ್ಳುತ್ತಿದ್ದರು. ಮಧ್ಯಾಹ್ನ 12ರ ನಂತರ ಸಹಜ ಸ್ಥಿತಿಗೆ ಮರಳಿದ ನಗರದಲ್ಲಿ ಯಾವುದೇ ಅಹಿತಕರ ಘಟನೆ ನಡೆಯದಂತೆ ಪೊಲೀಸರು ಎಚ್ಚರ ವಹಿಸಿದ್ದರು. bbox=[194, 1412, 537, 1514]
quote-mark-icon: “ bbox=[886, 1699, 916, 1758]
registration-marks-left bbox=[194, 2163, 261, 2180]
police-story-continued-text: ಅಯೋಧ್ಯೆ ಭೂ ವಿವಾದ ಕುರಿತಂತೆ ಸುಪ್ರೀಂಕೋರ್ಟ್ ತೀರ್ಪು ವಿಚಾರಣೆಯ ಕುತೂಹಲದಿಂದಾಗಿ ಮೈಸೂರು ನಗರ ಹಾಗೂ ಜಿಲ್ಲೆಯಲ್ಲಿ ಬಹುತೇಕರು ಸುದ್ದಿ ವಾಹಿನಿಗಳ ಮೇಲೆ ದೃಷ್ಟಿ ಹಾಯಿಸಿದ್ದರು. ಬೆಳಿಗ್ಗೆ 10ರಿಂದ ಮಧ್ಯಾಹ್ನ 12 ಗಂಟೆವರೆಗೂ ಅಯೋಧ್ಯೆ ವಿವಾದಕ್ಕೆ ಸುಪ್ರೀಂಕೋರ್ಟ್ ತೀರ್ಪು ನೀಡುವ ಕಡೆಗೆ ಎಲ್ಲರ ಕಣ್ಣು ನೆಟ್ಟಿತ್ತು. ಮನೆಗಳು, ಕಚೇರಿಗಳು, ಅಂಗಡಿ ಮುಂಗಟ್ಟುಗಳಲ್ಲಿ ಟಿವಿ ಮುಂದೆ ಜನ ನೆರೆದಿದ್ದರು. ಕೆಲವರು ಮೊಬೈಲ್ ಮೂಲಕ ತೀರ್ಪಿನ ವಿವರಗಳನ್ನು ತಿಳಿದುಕೊಳ್ಳುತ್ತಿದ್ದರು. ಮಧ್ಯಾಹ್ನ 12ರ ನಂತರ ಸಹಜ ಸ್ಥಿತಿಗೆ ಮರಳಿದ ನಗರದಲ್ಲಿ ಯಾವುದೇ ಅಹಿತಕರ ಘಟನೆ ನಡೆಯದಂತೆ ಪೊಲೀಸರು ಎಚ್ಚರ ವಹಿಸಿದ್ದರು. bbox=[194, 1645, 537, 1747]
col-rule bbox=[418, 589, 419, 1010]
harmony-col-1 bbox=[556, 1428, 731, 1631]
col-rule bbox=[872, 1703, 873, 2148]
asi-headline: ಅಯೋಧ್ಯೆ ತೀರ್ಪಿಗೆ ಆಧಾರವಾಗಿದ್ದೇ ಭಾರತೀಯ ಪುರಾತತ್ವ ಇಲಾಖೆ ವರದಿ! bbox=[560, 1649, 1440, 1691]
section-rule bbox=[190, 1639, 1456, 1641]
quote-box bbox=[880, 1699, 1259, 1903]
side-story-2-dateline: ಮಂಗಳೂರು: bbox=[1233, 712, 1280, 725]
police-subhead-2: ವಾಟ್ಸಪ್ ಗ್ರೂಪ್‌ನಿಂದ ಲೆಫ್ಟ್ ಆದರು bbox=[305, 1319, 427, 1332]
col-rule bbox=[1265, 1703, 1266, 2148]
side-story-4-dateline: ನವದೆಹಲಿ: bbox=[1231, 1441, 1270, 1454]
side-story-2-body bbox=[1120, 711, 1454, 1021]
registration-marks-center bbox=[787, 2163, 854, 2180]
col-rule bbox=[544, 1641, 545, 2150]
harmony-col-3-text: ನಿರ್ಮಾಣಕ್ಕೆ ಎಂದು ಪ್ರತಿ ಕುಟುಂಬ ಹಣ ಕೊಡುತ್ತಿದ್ದರು. ಅದು ಒಟ್ಟು 1.76 ಲಕ್ಷ ರೂ. ಆಗಿದ್ದು, ಇದನ್ನು ಮಂದಿರ ನಿರ್ಮಾಣಕ್ಕೆ ಹಸ್ತಾಂತರಿಸಲಾಗುವುದು. ದೇಶದ ಎಲ್ಲಾ ಧರ್ಮದವರು ಒಗ್ಗೂಡಿ ಬಾಳುವ ಸಂಕೇತ ಇದಾಗಿದೆ ಎಂದರು. ಮುಸ್ಲಿಂ ಮುಖಂಡರು ಮಾತನಾಡಿ, ತೀರ್ಪು ಗೌರವಿಸುವುದಾಗಿ ತಿಳಿಸಿದರು. bbox=[930, 1429, 1106, 1530]
registration-dot bbox=[244, 2167, 254, 2177]
lead-col-2 bbox=[424, 589, 646, 1015]
harmony-headline: ಮೈಸೂರಲ್ಲಿ ಸಾಮರಸ್ಯ, ಸಹಬಾಳ್ವೆಯ ಸಂದೇಶ bbox=[627, 1055, 1032, 1088]
registration-dot bbox=[787, 2167, 796, 2177]
harmony-kicker: ಅಯೋಧ್ಯೆ ತೀರ್ಪು ಹಿನ್ನೆಲೆ bbox=[754, 1029, 906, 1052]
police-story-body bbox=[194, 1167, 537, 1634]
lead-col-2-text: ಸರ್ಕಲ್, ಅಕ್ಬರ್ ರಸ್ತೆ, ಬನ್ನಿಮಂಟಪ ಸೇರಿದಂತೆ ಹಲವು ಸ್ಥಳಗಳಲ್ಲಿ ಪೊಲೀಸ್ ಪಿಕೆಟಿಂಗ್ ನಿಯೋಜಿಸಲಾಗಿದ್ದು, ಈ ಬಂದೋಬಸ್ತ್ ವ್ಯವಸ್ಥೆ ಮುಂದುವರೆಯಲಿದೆ. ಸಿಸಿ ಕ್ಯಾಮರಾಗಳ ಮೂಲಕ ನಗರದ ಆಯಕಟ್ಟಿನ ಸ್ಥಳಗಳ ಮೇಲೆ ನಿಗಾ ವಹಿಸಲಾಗಿದೆ. ಸಾರ್ವಜನಿಕರು ಯಾವುದೇ ವದಂತಿಗಳಿಗೆ ಕಿವಿಗೊಡಬಾರದು. ನಗರದ ಎಲ್ಲಾ ಪ್ರಮುಖ ವೃತ್ತಗಳಲ್ಲಿ ಪೊಲೀಸ್ ಸಿಬ್ಬಂದಿ ನಿಯೋಜಿಸಲಾಗಿದೆ. ಡಿಸಿಪಿಗಳು, ಎಸಿಪಿಗಳು ಹಾಗೂ ಇನ್ಸ್‌ಪೆಕ್ಟರ್‌ಗಳು ನಗರದಲ್ಲಿ ಗಸ್ತು ತಿರುಗುತ್ತಿದ್ದು, ಪರಿಸ್ಥಿತಿ ಮೇಲೆ ನಿಗಾ ವಹಿಸಿದ್ದಾರೆ. ಕಮಾಂಡ್ ಸೆಂಟರ್(MCC) ವಾಹನ, ಗರುಡ ಪಡೆ ಸಜ್ಜಾಗಿ ನಿಲ್ಲಿಸಲಾಗಿತ್ತು. bbox=[424, 590, 646, 736]
section-rule bbox=[1117, 1383, 1454, 1384]
